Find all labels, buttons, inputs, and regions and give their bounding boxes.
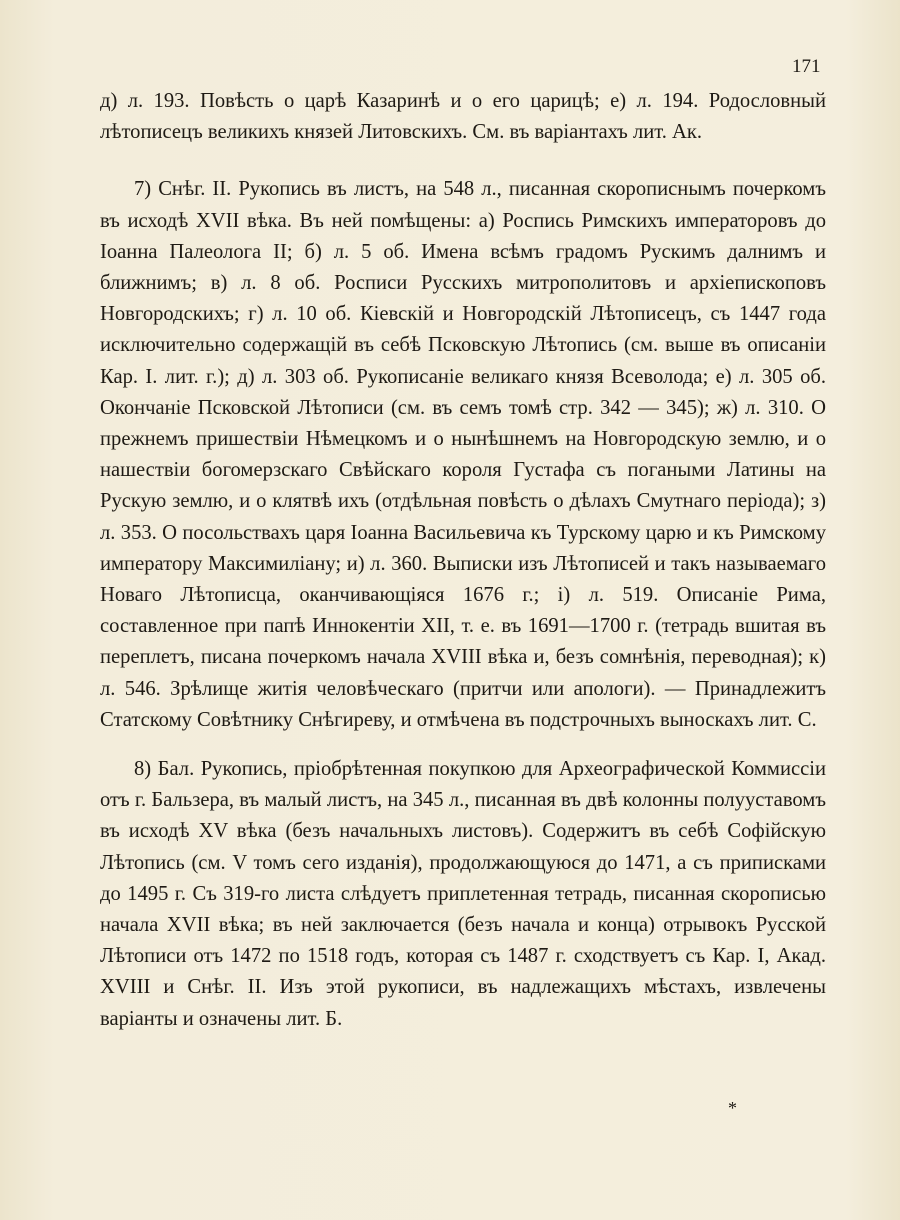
- paragraph-entry-7: 7) Снѣг. II. Рукопись въ листъ, на 548 л., писанная скорописнымъ почеркомъ въ исходѣ XVII вѣка. Въ ней помѣщены: а) Роспись Римскихъ императоровъ до Іоанна Палеолога II; б) л. 5 об. Имена всѣмъ градомъ Рускимъ далнимъ и ближнимъ; в) л. 8 об. Росписи Русскихъ митрополитовъ и архіепископовъ Новгородскихъ; г) л. 10 об. Кіевскій и Новгородскій Лѣтописецъ, съ 1447 года исключительно содержащій въ себѣ Псковскую Лѣтопись (см. выше въ описаніи Кар. I. лит. г.); д) л. 303 об. Рукописаніе великаго князя Всеволода; е) л. 305 об. Окончаніе Псковской Лѣтописи (см. въ семъ томѣ стр. 342 — 345); ж) л. 310. О прежнемъ пришествіи Нѣмецкомъ и о нынѣшнемъ на Новгородскую землю, и о нашествіи богомерзскаго Свѣйскаго короля Густафа съ погаными Латины на Рускую землю, и о клятвѣ ихъ (отдѣльная повѣсть о дѣлахъ Смутнаго періода); з) л. 353. О посольствахъ царя Іоанна Васильевича къ Турскому царю и къ Римскому императору Максимиліану; и) л. 360. Выписки изъ Лѣтописей и такъ называемаго Новаго Лѣтописца, оканчивающіяся 1676 г.; і) л. 519. Описаніе Рима, составленное при папѣ Иннокентіи XII, т. е. въ 1691—1700 г. (тетрадь вшитая въ переплетъ, писана почеркомъ начала XVIII вѣка и, безъ сомнѣнія, переводная); к) л. 546. Зрѣлище житія человѣческаго (притчи или апологи). — Принадлежитъ Статскому Совѣтнику Снѣгиреву, и отмѣчена въ подстрочныхъ выноскахъ лит. С.: [100, 178, 826, 731]
- footer-mark: *: [728, 1098, 737, 1118]
- page-number: 171: [792, 56, 821, 77]
- paragraph-continuation: д) л. 193. Повѣсть о царѣ Казаринѣ и о его царицѣ; е) л. 194. Родословный лѣтописецъ великихъ князей Литовскихъ. См. въ варіантахъ лит. Ак.: [100, 90, 826, 144]
- page-body: [100, 86, 826, 1057]
- paragraph-entry-8: 8) Бал. Рукопись, пріобрѣтенная покупкою для Археографической Коммиссіи отъ г. Бальзера, въ малый листъ, на 345 л., писанная въ двѣ колонны полууставомъ въ исходѣ XV вѣка (безъ начальныхъ листовъ). Содержитъ въ себѣ Софійскую Лѣтопись (см. V томъ сего изданія), продолжающуюся до 1471, а съ приписками до 1495 г. Съ 319-го листа слѣдуетъ приплетенная тетрадь, писанная скорописью начала XVII вѣка; въ ней заключается (безъ начала и конца) отрывокъ Русской Лѣтописи отъ 1472 по 1518 годъ, которая съ 1487 г. сходствуетъ съ Кар. I, Акад. XVIII и Снѣг. II. Изъ этой рукописи, въ надлежащихъ мѣстахъ, извлечены варіанты и означены лит. Б.: [100, 758, 826, 1030]
